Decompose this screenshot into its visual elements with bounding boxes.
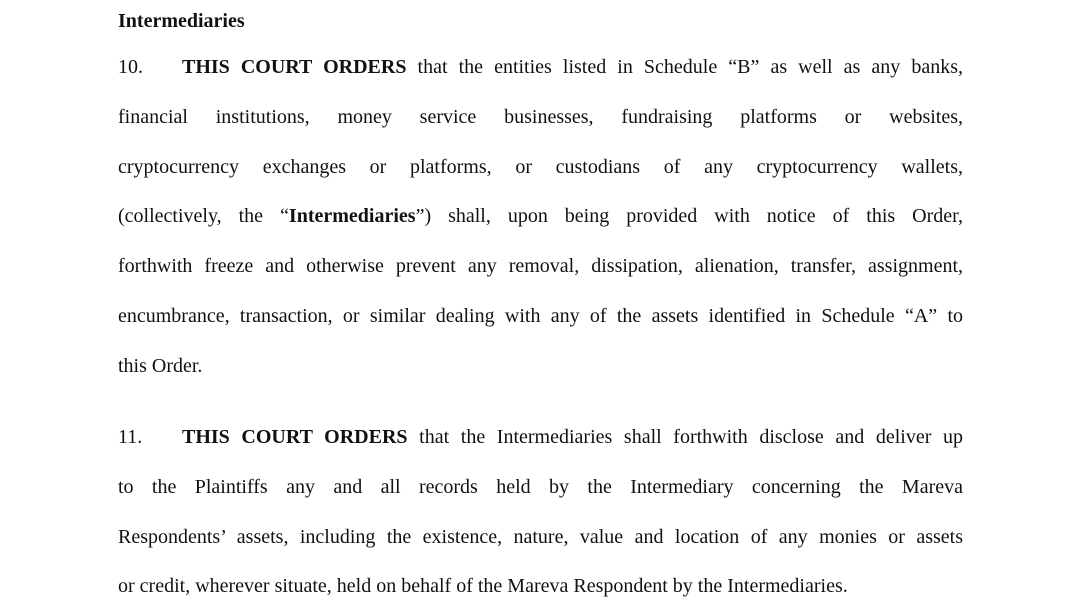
line-text: (collectively, the “ [118, 205, 289, 228]
line-text: that the entities listed in Schedule “B” as well as any banks, [406, 56, 963, 78]
paragraph-number: 10. [118, 56, 143, 78]
section-heading: Intermediaries [118, 10, 245, 32]
paragraph-line: Respondents’ assets, including the existence, nature, value and location of any monies or assets [118, 525, 963, 548]
paragraph-line: forthwith freeze and otherwise prevent any removal, dissipation, alienation, transfer, assignment, [118, 255, 963, 278]
paragraph-line [118, 192, 963, 242]
paragraph-line [118, 43, 963, 93]
defined-term: Intermediaries [288, 205, 416, 228]
line-text: that the Intermediaries shall forthwith disclose and deliver up [407, 426, 963, 448]
paragraph-line: to the Plaintiffs any and all records held by the Intermediary concerning the Mareva [118, 475, 963, 498]
paragraph-line: cryptocurrency exchanges or platforms, or custodians of any cryptocurrency wallets, [118, 155, 963, 178]
line-text: ”) shall, upon being provided with notice of this Order, [415, 205, 963, 228]
paragraph-line: or credit, wherever situate, held on behalf of the Mareva Respondent by the Intermediaries. [118, 575, 848, 598]
paragraph-line [118, 413, 963, 463]
paragraph-10 [118, 43, 963, 392]
paragraph-line: financial institutions, money service businesses, fundraising platforms or websites, [118, 105, 963, 128]
paragraph-number: 11. [118, 426, 143, 448]
order-lead: THIS COURT ORDERS [182, 426, 408, 448]
order-lead: THIS COURT ORDERS [182, 56, 407, 78]
paragraph-line: encumbrance, transaction, or similar dealing with any of the assets identified in Schedule “A” to [118, 304, 963, 327]
paragraph-line: this Order. [118, 354, 203, 377]
paragraph-11 [118, 413, 963, 612]
